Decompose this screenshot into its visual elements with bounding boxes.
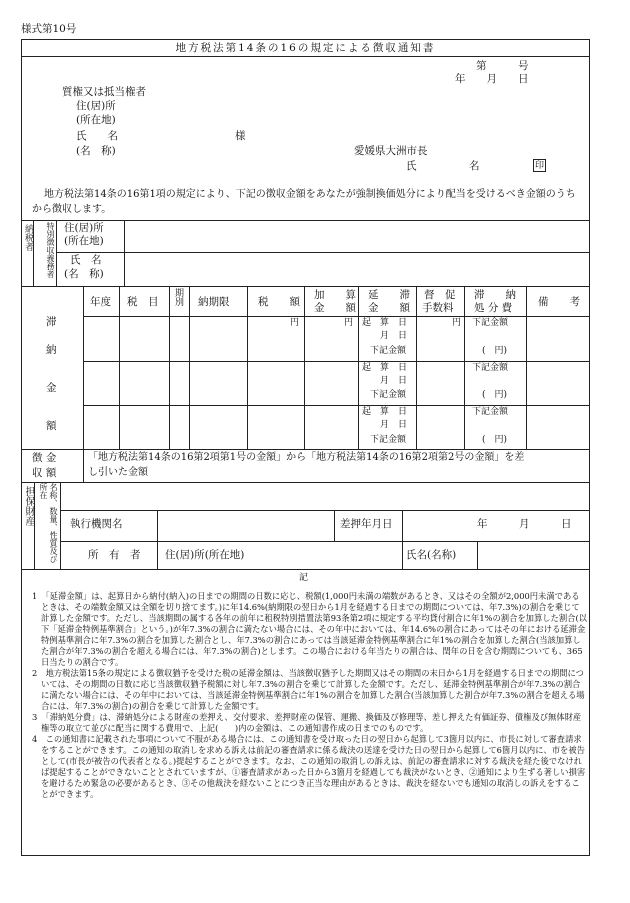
late-amount-3: 下記金額	[370, 435, 407, 445]
recipient-corp-name-label: (名 称)	[76, 145, 116, 157]
recipient-address-label: 住(居)所	[76, 100, 116, 112]
owner-address-label: 住(居)所(所在地)	[165, 549, 245, 561]
col-due-date: 納期限	[198, 296, 230, 308]
notice-form	[21, 39, 590, 856]
late-amount-2: 下記金額	[370, 390, 407, 400]
col-tax-item: 税 目	[127, 296, 159, 308]
arrears-side-3: 金	[46, 382, 57, 394]
seal-mark: 印	[534, 161, 544, 171]
recipient-type: 質権又は抵当権者	[62, 86, 146, 98]
col-additional-1: 加 算	[314, 289, 356, 301]
month-day-1: 月 日	[380, 331, 408, 341]
col-remarks: 備 考	[538, 296, 580, 308]
yen-additional: 円	[344, 318, 354, 328]
honorific: 様	[235, 130, 246, 142]
taxpayer-name-label: 氏 名	[70, 254, 102, 266]
page-title: 地方税法第14条の16の規定による徴収通知書	[175, 42, 436, 54]
taxpayer-address-label: 住(居)所	[64, 222, 104, 234]
yen-fee: 円	[452, 318, 462, 328]
disposal-paren-3: ( 円)	[482, 435, 508, 445]
collection-text-1: 「地方税法第14条の16第2項第1号の金額」から「地方税法第14条の16第2項第2号の金額」を差	[88, 452, 525, 463]
col-late-2: 金 額	[368, 302, 410, 314]
disposal-amount-1: 下記金額	[472, 318, 509, 328]
col-period: 期別	[173, 288, 183, 306]
intro-text: 地方税法第14条の16第1項の規定により、下記の徴収金額をあなたが強制換価処分により配当を受けるべき金額のうちから徴収します。	[32, 189, 576, 215]
col-tax-amount: 税 額	[258, 296, 300, 308]
calc-day-1: 起 算 日	[362, 318, 408, 328]
issuer-name-label: 氏 名	[406, 160, 480, 172]
collection-label-1: 徴 金	[32, 452, 57, 464]
col-disposal-1: 滞 納	[474, 289, 516, 301]
disposal-amount-3: 下記金額	[472, 407, 509, 417]
arrears-side-4: 額	[46, 420, 57, 432]
note-4: 4 この通知書に記載された事項について不服がある場合には、この通知書を受け取った日の翌日から起算して3箇月以内に、市長に対して審査請求をすることができます。この通知の取消しを求める訴えは前記の審査請求に係る裁決の送達を受けた日の翌日から起算して6箇月以内に、市を被告として(市長が被告の代表者となる。)提起することができます。なお、この通知の取消しの訴えは、前記の審査請求に対する裁決を経た後でなければ提起することができないこととされていますが、①審査請求があった日から3箇月を経過しても裁決がないとき、②通知により生ずる著しい損害を避けるため緊急の必要があるとき、③その他裁決を経ないことにつき正当な理由があるときは、裁決を経ないでも通知の取消しの訴えをすることができます。	[32, 734, 586, 799]
notice-number-label: 第 号	[476, 60, 529, 72]
notes-heading: 記	[299, 573, 309, 583]
calc-day-2: 起 算 日	[362, 363, 408, 373]
recipient-location-label: (所在地)	[76, 114, 116, 126]
arrears-side-1: 滞	[46, 316, 57, 328]
notice-date-label: 年 月 日	[455, 73, 529, 85]
owner-name-label: 氏名(名称)	[406, 549, 457, 561]
col-fee-2: 手数料	[422, 302, 454, 314]
late-amount-1: 下記金額	[370, 346, 407, 356]
taxpayer-outer-label: 納税者	[23, 224, 33, 251]
note-3: 3 「滞納処分費」は、滞納処分による財産の差押え、交付要求、差押財産の保管、運搬、換価及び修理等、差し押えた有価証券、債権及び無体財産権等の取立て並びに配当に関する費用で、上記( )内の金額は、この通知書作成の日までのものです。	[32, 712, 582, 733]
disposal-amount-2: 下記金額	[472, 363, 509, 373]
month-day-2: 月 日	[380, 376, 408, 386]
seizure-date-value: 年 月 日	[477, 518, 572, 530]
yen-tax: 円	[290, 318, 300, 328]
col-additional-2: 金 額	[314, 302, 356, 314]
recipient-name-label: 氏 名	[76, 130, 118, 142]
collection-label-2: 収 額	[32, 467, 57, 479]
form-number: 様式第10号	[21, 23, 77, 35]
month-day-3: 月 日	[380, 420, 408, 430]
disposal-paren-2: ( 円)	[482, 390, 508, 400]
disposal-paren-1: ( 円)	[482, 346, 508, 356]
taxpayer-location-label: (所在地)	[64, 235, 104, 247]
arrears-side-2: 納	[46, 344, 57, 356]
col-late-1: 延 滞	[368, 289, 410, 301]
collateral-outer-label: 担保財産	[23, 486, 34, 526]
exec-agency-label: 執行機関名	[70, 518, 123, 530]
col-fee-1: 督 促	[424, 289, 456, 301]
collection-text-2: し引いた金額	[88, 467, 148, 478]
taxpayer-inner-label: 特別徴収義務者	[46, 222, 55, 278]
taxpayer-corp-name-label: (名 称)	[64, 268, 104, 280]
col-disposal-2: 処 分 費	[474, 302, 513, 314]
col-year: 年度	[90, 296, 111, 308]
collateral-inner-label: 名称、数量、性質及び所在	[39, 483, 58, 563]
calc-day-3: 起 算 日	[362, 407, 408, 417]
owner-label: 所 有 者	[88, 549, 141, 561]
note-2: 2 地方税法第15条の規定による徴収猶予を受けた税の延滞金額は、当該徴収猶予した期間又はその期間の末日から1月を経過する日までの期間については、その期間の日数に応じ当該徴収猶予税額に対し年7.3%の割合を乗じて計算した金額です。ただし、延滞金特例基準割合が年7.3%の割合に満たない場合には、その年中においては、当該延滞金特例基準割合に年1%の割合を加算した割合(当該加算した割合が年7.3%の割合を超える場合には、年7.3%の割合)の割合を乗じて計算した金額です。	[32, 668, 585, 711]
seizure-date-label: 差押年月日	[340, 518, 393, 530]
note-1: 1 「延滞金額」は、起算日から納付(納入)の日までの期間の日数に応じ、税額(1,000円未満の端数があるとき、又はその全額が2,000円未満であるときは、その端数金額又は全額を切り捨てます。)に年14.6%(納期限の翌日から1月を経過する日までの期間については、年7.3%)の割合を乗じて計算した金額です。ただし、当該期間の属する各年の前年に租税特別措置法第93条第2項に規定する平均貸付割合に年1%の割合を加算した割合(以下「延滞金特例基準割合」という。)が年7.3%の割合に満たない場合には、その年中においては、年14.6%の割合にあってはその年における延滞金特例基準割合に年7.3%の割合を加算した割合とし、年7.3%の割合にあっては当該延滞金特例基準割合に年1%の割合を加算した割合(当該加算した割合が年7.3%の割合を超える場合には、年7.3%の割合)とします。この場合における年当たりの割合は、閏年の日を含む期間についても、365日当たりの割合です。	[32, 591, 587, 667]
notes-list	[32, 591, 587, 800]
issuer: 愛媛県大洲市長	[354, 145, 428, 157]
